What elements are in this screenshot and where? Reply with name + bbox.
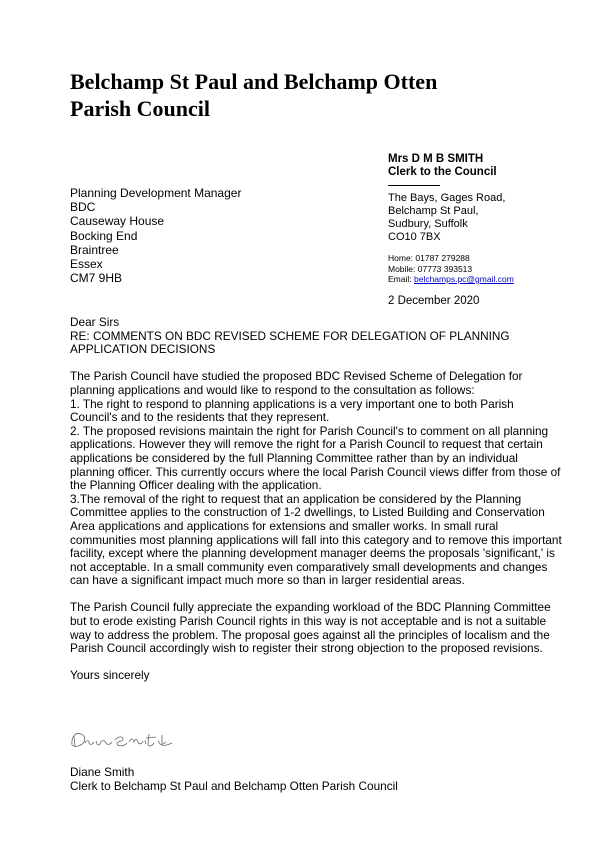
sender-email-line	[388, 274, 588, 285]
recipient-line: Bocking End	[70, 228, 138, 243]
handwritten-signature	[68, 728, 178, 750]
sender-home-phone: Home: 01787 279288	[388, 253, 470, 263]
sender-divider	[388, 185, 440, 186]
signatory-name: Diane Smith	[70, 765, 135, 779]
paragraph-gap	[70, 588, 562, 602]
sender-mobile-phone: Mobile: 07773 393513	[388, 263, 473, 274]
subject-line: RE: COMMENTS ON BDC REVISED SCHEME FOR DELEGATION OF PLANNING APPLICATION DECISIONS	[70, 328, 510, 357]
sender-contact	[388, 253, 588, 285]
recipient-line: BDC	[70, 200, 96, 215]
sender-address-line: Belchamp St Paul,	[388, 205, 479, 217]
intro-paragraph: The Parish Council have studied the proposed BDC Revised Scheme of Delegation for planning applications and would like to respond to the consultation as follows:	[70, 369, 523, 397]
letterhead-title	[70, 68, 590, 122]
sender-role: Clerk to the Council	[388, 166, 497, 178]
signatory-title: Clerk to Belchamp St Paul and Belchamp Otten Parish Council	[70, 778, 398, 793]
salutation: Dear Sirs	[70, 315, 120, 329]
letter-date: 2 December 2020	[388, 294, 480, 307]
paragraph-gap	[70, 357, 562, 371]
sender-email-label: Email:	[388, 274, 414, 284]
letterhead-title-line-2: Parish Council	[70, 96, 210, 121]
recipient-line: Braintree	[70, 242, 119, 257]
sender-address-line: CO10 7BX	[388, 231, 441, 243]
letter-body	[70, 316, 562, 683]
conclusion-paragraph: The Parish Council fully appreciate the expanding workload of the BDC Planning Committee but to erode existing Parish Council rights in this way is not acceptable and is not a suitable way to address the problem. The proposal goes against all the principles of localism and the Parish Council accordingly wish to register their strong objection to the proposed revisions.	[70, 600, 551, 656]
sender-address	[388, 192, 588, 244]
recipient-line: Planning Development Manager	[70, 186, 242, 200]
paragraph-gap	[70, 656, 562, 670]
sender-email-link[interactable]: belchamps.pc@gmail.com	[413, 274, 514, 284]
sender-address-line: Sudbury, Suffolk	[388, 218, 468, 230]
sender-name: Mrs D M B SMITH	[388, 153, 484, 165]
closing: Yours sincerely	[70, 668, 150, 683]
sender-address-line: The Bays, Gages Road,	[388, 192, 506, 204]
recipient-line: Causeway House	[70, 214, 165, 229]
recipient-line: CM7 9HB	[70, 271, 123, 286]
letterhead-title-line-1: Belchamp St Paul and Belchamp Otten	[70, 69, 438, 94]
signoff-block	[70, 766, 398, 793]
recipient-address	[70, 186, 241, 285]
point-2: 2. The proposed revisions maintain the right for Parish Council's to comment on all planning applications. However they will remove the right for a Parish Council to request that certain applications be considered by the full Planning Committee rather than by an individual planning officer. This currently occurs where the local Parish Council views differ from those of the Planning Officer dealing with the application.	[70, 423, 561, 493]
sender-block	[388, 153, 588, 308]
point-1: 1. The right to respond to planning applications is a very important one to both Parish Council's and to the residents that they represent.	[70, 396, 514, 425]
recipient-line: Essex	[70, 257, 103, 272]
point-3: 3.The removal of the right to request that an application be considered by the Planning Committee applies to the construction of 1-2 dwellings, to Listed Building and Conservation Area applications and applications for extensions and smaller works. In small rural communities most planning applications will fall into this category and to remove this important facility, except where the planning development manager deems the proposals 'significant,' is not acceptable. In a small community even comparatively small developments and changes can have a significant impact much more so than in larger residential areas.	[70, 491, 562, 588]
